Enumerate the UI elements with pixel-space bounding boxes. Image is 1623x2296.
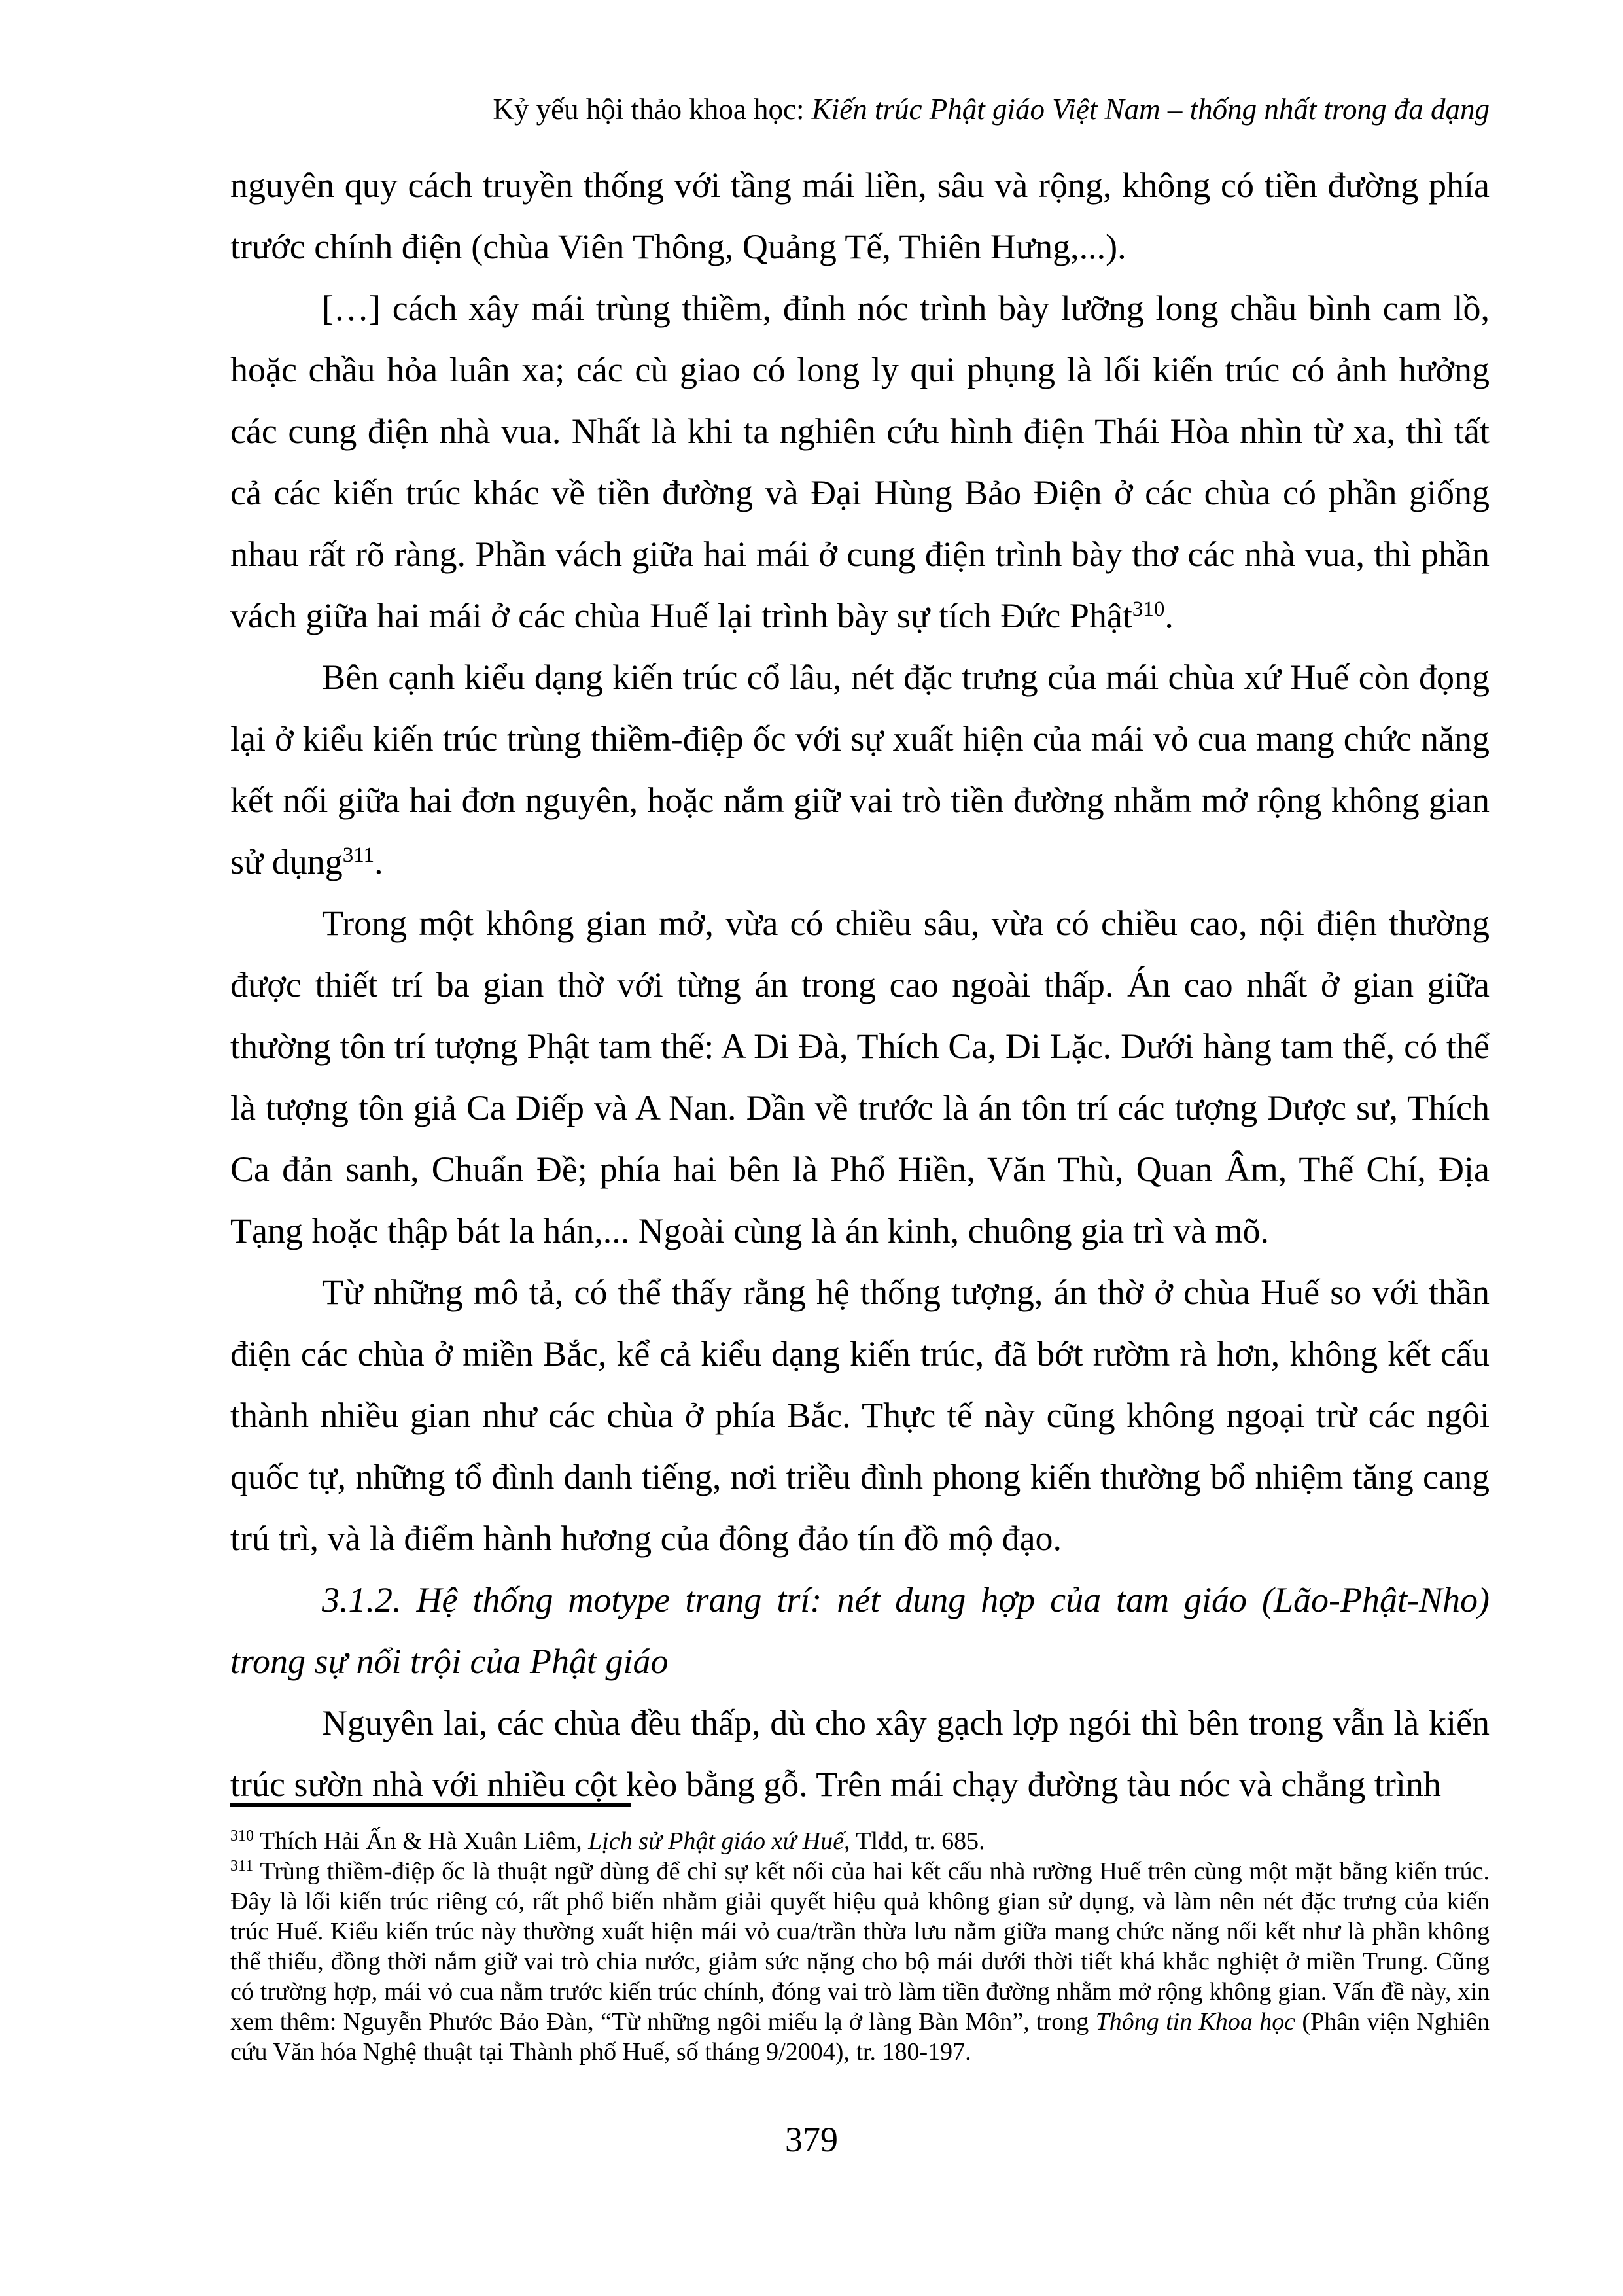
footnote-text: , Tlđd, tr. 685.: [843, 1828, 985, 1855]
footnote-cited-work: Thông tin Khoa học: [1095, 2008, 1296, 2036]
header-book-title: Kiến trúc Phật giáo Việt Nam – thống nhất trong đa dạng: [811, 93, 1490, 126]
footnote-marker: 311: [230, 1857, 254, 1875]
footnote-text: Thích Hải Ấn & Hà Xuân Liêm,: [254, 1828, 589, 1855]
paragraph: [230, 646, 1490, 892]
footnote-ref-310: 310: [1132, 597, 1165, 621]
running-header: [230, 90, 1490, 128]
paragraph: Trong một không gian mở, vừa có chiều sâu, vừa có chiều cao, nội điện thường được thiết trí ba gian thờ với từng án trong cao ngoài thấp. Án cao nhất ở gian giữa thường tôn trí tượng Phật tam thế: A Di Đà, Thích Ca, Di Lặc. Dưới hàng tam thế, có thể là tượng tôn giả Ca Diếp và A Nan. Dần về trước là án tôn trí các tượng Dược sư, Thích Ca đản sanh, Chuẩn Đề; phía hai bên là Phổ Hiền, Văn Thù, Quan Âm, Thế Chí, Địa Tạng hoặc thập bát la hán,... Ngoài cùng là án kinh, chuông gia trì và mõ.: [230, 904, 1490, 1250]
footnote-text: Trùng thiềm-điệp ốc là thuật ngữ dùng để chỉ sự kết nối của hai kết cấu nhà rường Huế trên cùng một mặt bằng kiến trúc. Đây là lối kiến trúc riêng có, rất phổ biến nhằm giải quyết hiệu quả không gian sử dụng, và làm nên nét đặc trưng của kiến trúc Huế. Kiểu kiến trúc này thường xuất hiện mái vỏ cua/trần thừa lưu nằm giữa mang chức năng nối kết như là phần không thể thiếu, đồng thời nắm giữ vai trò chia nước, giảm sức nặng cho bộ mái dưới thời tiết khá khắc nghiệt ở miền Trung. Cũng có trường hợp, mái vỏ cua nằm trước kiến trúc chính, đóng vai trò làm tiền đường nhằm mở rộng không gian. Vấn đề này, xin xem thêm: Nguyễn Phước Bảo Đàn, “Từ những ngôi miếu lạ ở làng Bàn Môn”, trong: [230, 1858, 1490, 2036]
body-text: [230, 154, 1490, 1820]
page-number: 379: [785, 2120, 838, 2159]
paragraph: Từ những mô tả, có thể thấy rằng hệ thống tượng, án thờ ở chùa Huế so với thần điện các chùa ở miền Bắc, kể cả kiểu dạng kiến trúc, đã bớt rườm rà hơn, không kết cấu thành nhiều gian như các chùa ở phía Bắc. Thực tế này cũng không ngoại trừ các ngôi quốc tự, những tổ đình danh tiếng, nơi triều đình phong kiến thường bổ nhiệm tăng cang trú trì, và là điểm hành hương của đông đảo tín đồ mộ đạo.: [230, 1273, 1490, 1558]
footnote-310: [230, 1826, 1490, 1856]
footnote-311: [230, 1856, 1490, 2067]
footnote-cited-work: Lịch sử Phật giáo xứ Huế: [588, 1828, 844, 1855]
footnote-ref-311: 311: [342, 843, 375, 867]
footnote-text: (Phân viện Nghiên cứu Văn hóa Nghệ thuật tại Thành phố Huế, số tháng 9/2004), tr. 180-197.: [230, 2008, 1490, 2066]
paragraph: Nguyên lai, các chùa đều thấp, dù cho xây gạch lợp ngói thì bên trong vẫn là kiến trúc sườn nhà với nhiều cột kèo bằng gỗ. Trên mái chạy đường tàu nóc và chẳng trình: [230, 1703, 1490, 1804]
section-heading-3-1-2: 3.1.2. Hệ thống motype trang trí: nét dung hợp của tam giáo (Lão-Phật-Nho) trong sự nổi trội của Phật giáo: [230, 1580, 1490, 1681]
footnotes-section: [230, 1803, 1490, 2067]
header-series-label: Kỷ yếu hội thảo khoa học:: [493, 93, 812, 126]
paragraph-text: Bên cạnh kiểu dạng kiến trúc cổ lâu, nét đặc trưng của mái chùa xứ Huế còn đọng lại ở kiểu kiến trúc trùng thiềm-điệp ốc với sự xuất hiện của mái vỏ cua mang chức năng kết nối giữa hai đơn nguyên, hoặc nắm giữ vai trò tiền đường nhằm mở rộng không gian sử dụng: [230, 658, 1490, 881]
paragraph-continuation: nguyên quy cách truyền thống với tầng mái liền, sâu và rộng, không có tiền đường phía trước chính điện (chùa Viên Thông, Quảng Tế, Thiên Hưng,...).: [230, 166, 1490, 266]
paragraph-tail: .: [1164, 596, 1174, 635]
paragraph-text: […] cách xây mái trùng thiềm, đỉnh nóc trình bày lưỡng long chầu bình cam lồ, hoặc chầu hỏa luân xa; các cù giao có long ly qui phụng là lối kiến trúc có ảnh hưởng các cung điện nhà vua. Nhất là khi ta nghiên cứu hình điện Thái Hòa nhìn từ xa, thì tất cả các kiến trúc khác về tiền đường và Đại Hùng Bảo Điện ở các chùa có phần giống nhau rất rõ ràng. Phần vách giữa hai mái ở cung điện trình bày thơ các nhà vua, thì phần vách giữa hai mái ở các chùa Huế lại trình bày sự tích Đức Phật: [230, 289, 1490, 635]
footnote-separator-rule: [230, 1803, 631, 1807]
paragraph-tail: .: [374, 842, 383, 881]
footnote-marker: 310: [230, 1827, 254, 1845]
paragraph-quote: [230, 277, 1490, 646]
